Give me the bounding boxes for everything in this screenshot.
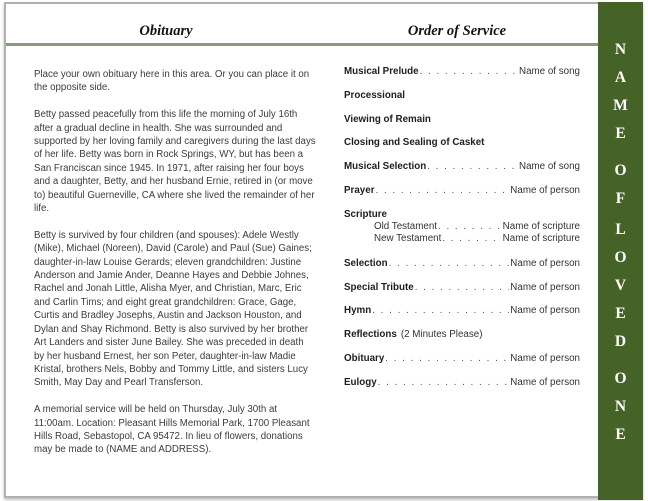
service-item-note: (2 Minutes Please) <box>400 329 483 341</box>
service-sub-label: Old Testament <box>374 220 437 232</box>
sidebar-letter: E <box>615 125 626 142</box>
service-row <box>344 208 580 221</box>
obituary-heading: Obituary <box>139 23 193 39</box>
service-item-label: Obituary <box>344 352 385 364</box>
dot-leader <box>442 233 501 246</box>
service-item-label: Selection <box>344 257 388 269</box>
program-inner-page <box>4 2 643 498</box>
service-item-label: Hymn <box>344 305 372 317</box>
service-row <box>344 136 580 149</box>
service-item-label: Viewing of Remain <box>344 113 431 125</box>
service-item-label: Scripture <box>344 208 388 220</box>
service-item-value: Name of song <box>519 66 580 77</box>
service-item <box>344 89 580 102</box>
dot-leader <box>378 376 510 389</box>
service-row <box>344 352 580 365</box>
service-row <box>344 281 580 294</box>
service-item-label: Prayer <box>344 184 375 196</box>
obituary-paragraph: A memorial service will be held on Thursday, July 30th at 11:00am. Location: Pleasant Hills Memorial Park, 1700 Pleasant Hills Road, Sebastopol, CA 95472. In lieu of flowers, donations may be made to (NAME and ADDRESS). <box>34 404 310 456</box>
dot-leader <box>389 257 510 270</box>
service-row <box>344 304 580 317</box>
dot-leader <box>415 281 510 294</box>
sidebar-word <box>614 157 626 213</box>
service-row <box>344 257 580 270</box>
sidebar-letter: V <box>614 277 627 294</box>
service-row <box>344 89 580 102</box>
sidebar-word <box>614 365 626 449</box>
service-item-value: Name of person <box>510 352 580 364</box>
order-of-service-list <box>344 65 580 400</box>
sidebar-letter: N <box>614 41 627 58</box>
service-item <box>344 160 580 173</box>
sidebar-letter: N <box>614 398 627 415</box>
service-item <box>344 184 580 197</box>
service-row <box>344 65 580 78</box>
service-item <box>344 208 580 246</box>
dot-leader <box>385 352 509 365</box>
service-item-label: Processional <box>344 89 405 101</box>
sidebar-letter: O <box>614 162 627 179</box>
service-item-label: Reflections <box>344 329 397 341</box>
service-item <box>344 281 580 294</box>
service-sub-value: Name of scripture <box>502 220 580 232</box>
obituary-paragraph: Place your own obituary here in this area. Or you can place it on the opposite side. <box>34 69 310 94</box>
service-row <box>344 376 580 389</box>
service-item-value: Name of person <box>510 257 580 269</box>
service-item-label: Closing and Sealing of Casket <box>344 137 485 149</box>
service-item-value: Name of person <box>510 184 580 196</box>
service-row <box>344 113 580 126</box>
name-of-loved-one-sidebar <box>598 2 643 500</box>
service-sub-row <box>374 221 580 234</box>
service-item <box>344 352 580 365</box>
service-item <box>344 328 580 341</box>
dot-leader <box>438 221 502 234</box>
service-item-label: Eulogy <box>344 376 377 388</box>
service-sub-label: New Testament <box>374 233 442 245</box>
service-item-label: Special Tribute <box>344 281 414 293</box>
service-sub-row <box>374 233 580 246</box>
header-divider-rule <box>6 43 641 46</box>
obituary-paragraph: Betty passed peacefully from this life the morning of July 16th after a gradual decline in health. She was surrounded and supported by her loving family and caregivers during the last days of her life. Betty was born in Rock Springs, WY, but has been a San Franciscan since 1945. In 1971, after raising her four boys and a daughter, Betty, and her husband Ernie, retired in (or move to) beautiful Guerneville, CA where she lived the remainder of her life. <box>34 109 316 215</box>
service-item <box>344 257 580 270</box>
dot-leader <box>376 184 510 197</box>
service-item-value: Name of person <box>510 281 580 293</box>
obituary-paragraph: Betty is survived by four children (and spouses): Adele Westly (Mike), Michael (Noreen), David (Carole) and Paul (Sue) Gaines; daughter-in-law Louise Gerards; eleven grandchildren: Justine Anderson and Jamie Ander, Deanne Hayes and Debbie Johnes, Rachel and Jonah Little, Alisha Myer, and Christian, Marc, Eric and Carlin Tims; and eight great grandchildren: Grace, Gage, Curtis and Bradley Josephs, Austin and Jackson Houston, and Dylan and Shay Richmond. Betty is also survived by her brother Art Landers and sister June Bailey. She was preceded in death by her husband Ernest, her son Peter, daughter-in-law Madie Kristal, brothers Nels, Bobby and Tommy Little, and sisters Lucy Smith, May Day and Pearl Transferson. <box>34 229 312 389</box>
sidebar-letter: M <box>613 97 628 114</box>
sidebar-word <box>614 216 626 356</box>
sidebar-letter: D <box>614 333 627 350</box>
service-item-value: Name of person <box>510 376 580 388</box>
obituary-text-column <box>34 68 316 470</box>
service-item <box>344 65 580 78</box>
sidebar-letter: O <box>614 249 627 266</box>
sidebar-letter: O <box>614 370 627 387</box>
service-row <box>344 184 580 197</box>
sidebar-letter: A <box>614 69 627 86</box>
service-item <box>344 304 580 317</box>
sidebar-letter: E <box>615 426 626 443</box>
sidebar-word <box>613 36 628 148</box>
dot-leader <box>420 65 518 78</box>
service-sub-value: Name of scripture <box>502 233 580 245</box>
service-item-label: Musical Selection <box>344 161 427 173</box>
order-of-service-heading: Order of Service <box>407 23 507 39</box>
service-row <box>344 160 580 173</box>
service-item-label: Musical Prelude <box>344 66 419 77</box>
service-item <box>344 376 580 389</box>
sidebar-letter: F <box>615 190 626 207</box>
dot-leader <box>372 304 509 317</box>
service-item <box>344 113 580 126</box>
service-item <box>344 136 580 149</box>
service-item-value: Name of person <box>510 305 580 317</box>
service-item-value: Name of song <box>519 161 580 173</box>
sidebar-letter: E <box>615 305 626 322</box>
service-row <box>344 328 580 341</box>
dot-leader <box>427 160 518 173</box>
sidebar-letter: L <box>615 221 626 238</box>
